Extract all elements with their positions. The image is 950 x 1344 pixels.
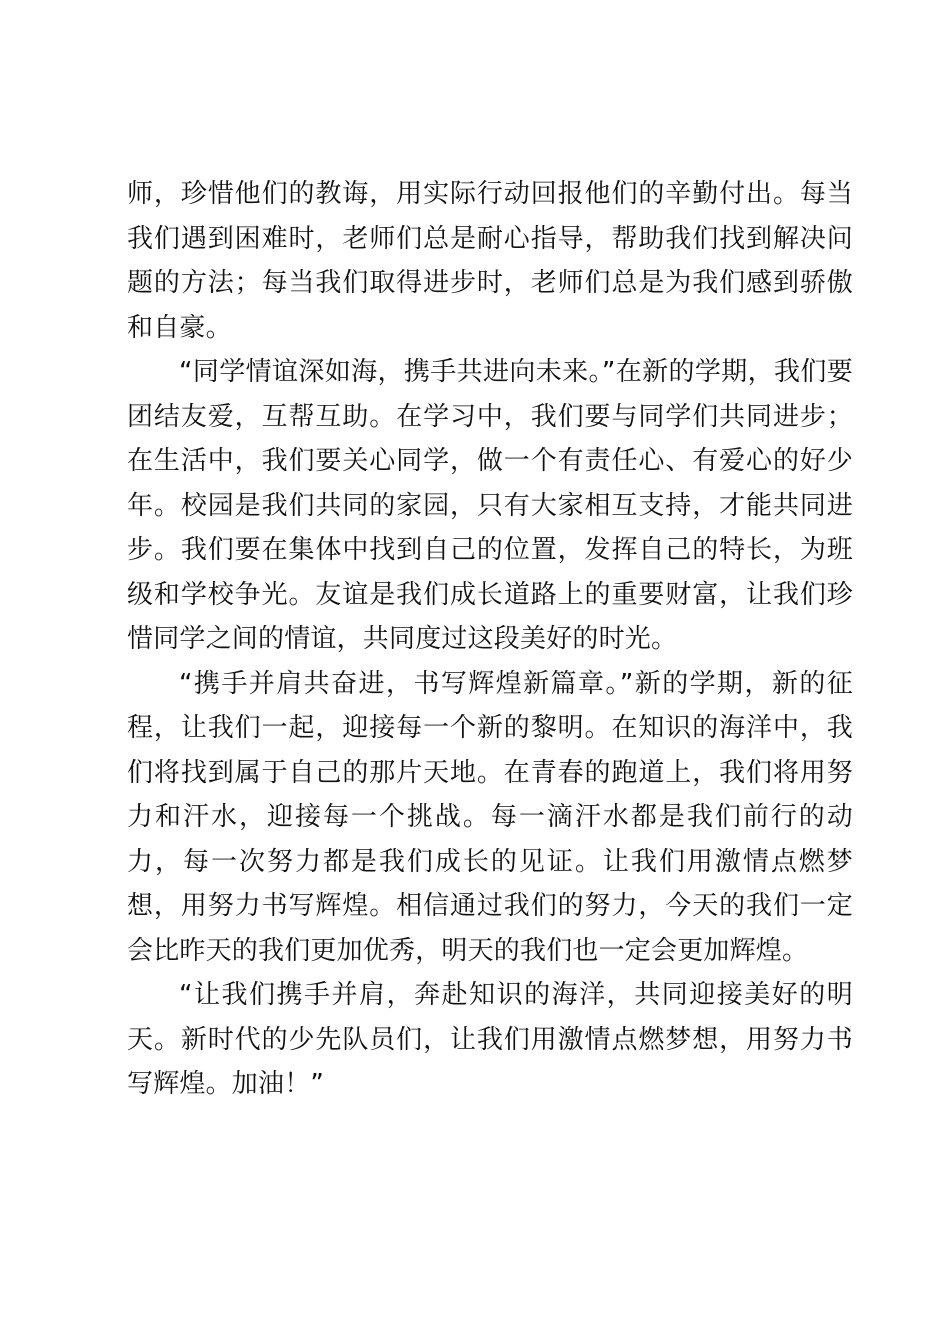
paragraph-classmates: “同学情谊深如海，携手共进向未来。”在新的学期，我们要团结友爱，互帮互助。在学习中，我们要与同学们共同进步；在生活中，我们要关心同学，做一个有责任心、有爱心的好少年。校园是我们共同的家园，只有大家相互支持，才能共同进步。我们要在集体中找到自己的位置，发挥自己的特长，为班级和学校争光。友谊是我们成长道路上的重要财富，让我们珍惜同学之间的情谊，共同度过这段美好的时光。 [127,357,853,654]
document-body [127,172,853,1107]
paragraph-closing: “让我们携手并肩，奔赴知识的海洋，共同迎接美好的明天。新时代的少先队员们，让我们用激情点燃梦想，用努力书写辉煌。加油！” [127,980,853,1099]
paragraph-new-chapter: “携手并肩共奋进，书写辉煌新篇章。”新的学期，新的征程，让我们一起，迎接每一个新的黎明。在知识的海洋中，我们将找到属于自己的那片天地。在青春的跑道上，我们将用努力和汗水，迎接每一个挑战。每一滴汗水都是我们前行的动力，每一次努力都是我们成长的见证。让我们用激情点燃梦想，用努力书写辉煌。相信通过我们的努力，今天的我们一定会比昨天的我们更加优秀，明天的我们也一定会更加辉煌。 [127,668,853,966]
paragraph-teachers: 师，珍惜他们的教诲，用实际行动回报他们的辛勤付出。每当我们遇到困难时，老师们总是耐心指导，帮助我们找到解决问题的方法；每当我们取得进步时，老师们总是为我们感到骄傲和自豪。 [127,179,853,343]
